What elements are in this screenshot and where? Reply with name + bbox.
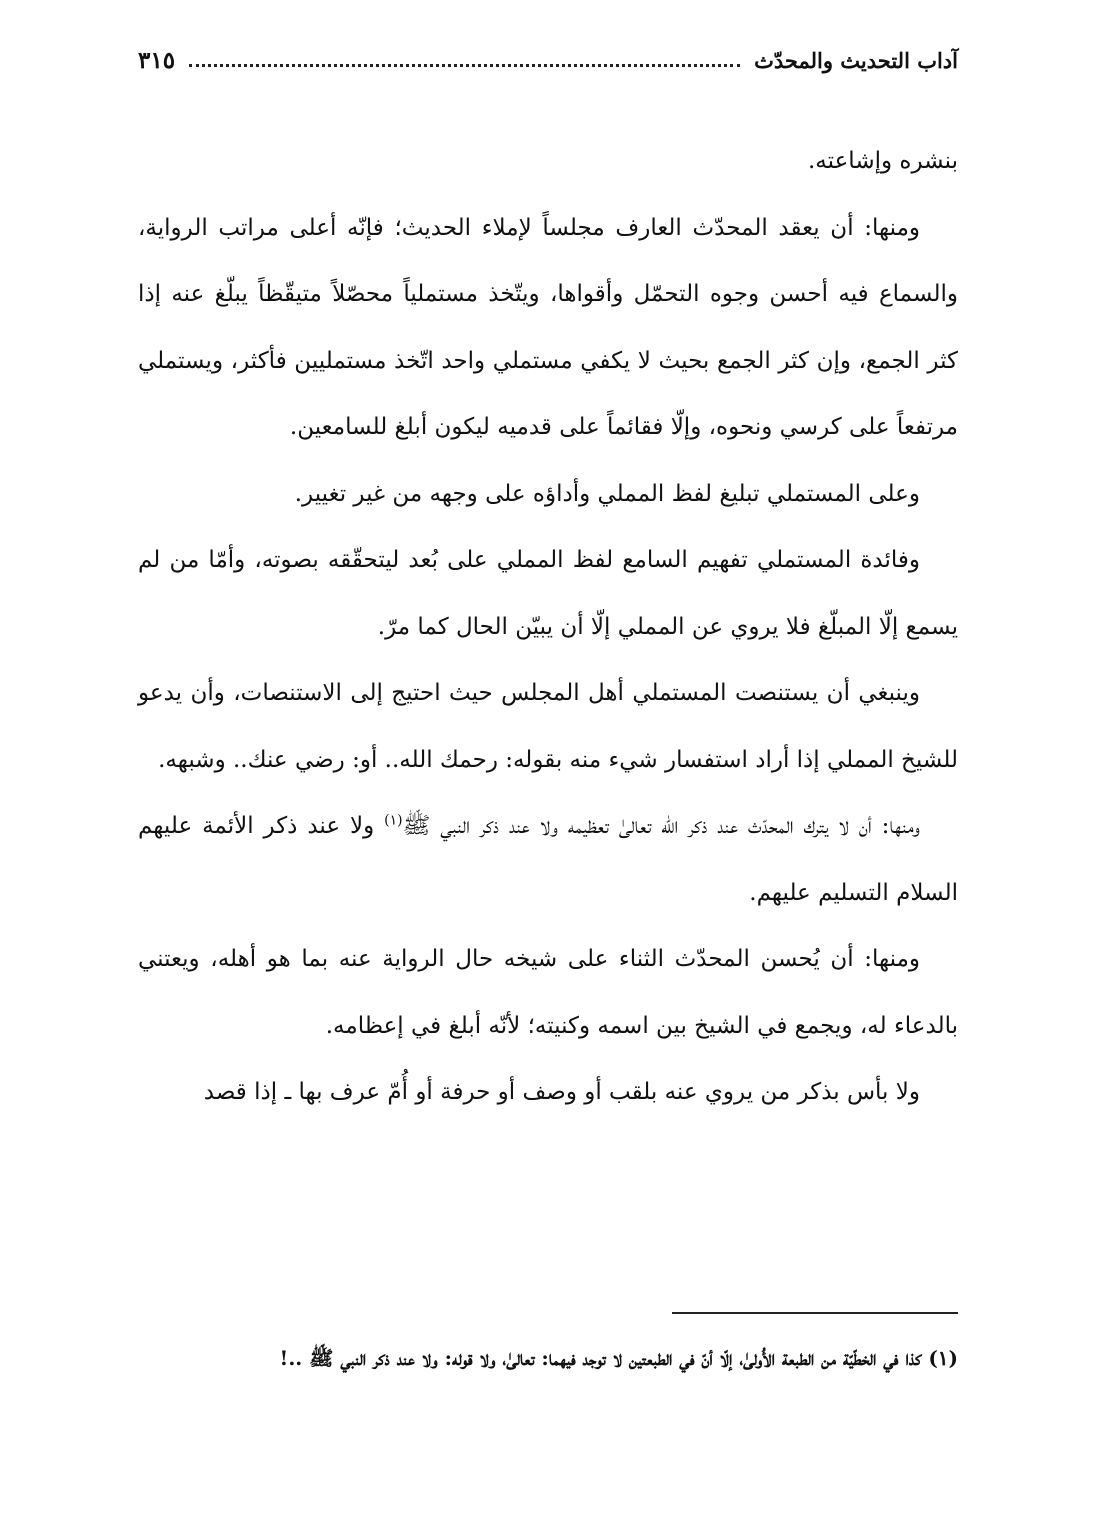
- main-text: [138, 128, 958, 1126]
- running-title: آداب التحديث والمحدّث: [754, 47, 958, 73]
- paragraph: ومنها: أن يُحسن المحدّث الثناء على شيخه حال الرواية عنه بما هو أهله، ويعتني بالدعاء له، ويجمع في الشيخ بين اسمه وكنيته؛ لأنّه أبلغ في إعظامه.: [138, 946, 958, 1039]
- paragraph: وعلى المستملي تبليغ لفظ المملي وأداؤه على وجهه من غير تغيير.: [294, 480, 920, 507]
- paragraph: بنشره وإشاعته.: [808, 148, 958, 174]
- footnote-reference[interactable]: (١): [384, 812, 403, 829]
- paragraph: ولا بأس بذكر من يروي عنه بلقب أو وصف أو حرفة أو أُمّ عرف بها ـ إذا قصد: [203, 1079, 920, 1105]
- paragraph: وينبغي أن يستنصت المستملي أهل المجلس حيث احتيج إلى الاستنصات، وأن يدعو للشيخ المملي إذا أراد استفسار شيء منه بقوله: رحمك الله.. أو: رضي عنك.. وشبهه.: [138, 680, 958, 773]
- paragraph: وفائدة المستملي تفهيم السامع لفظ المملي على بُعد ليتحقّقه بصوته، وأمّا من لم يسمع إلّا المبلّغ فلا يروي عن المملي إلّا أن يبيّن الحال كما مرّ.: [138, 547, 958, 640]
- running-header: [138, 40, 958, 80]
- footnote-text: (١) كذا في الخطّيّة من الطبعة الأُولىٰ، إلّا أنّ في الطبعتين لا توجد فيهما: تعالىٰ، ولا قوله: ولا عند ذكر النبي ﷺ ..!: [279, 1346, 958, 1370]
- footnote-separator: [672, 1312, 958, 1314]
- footnote: [138, 1336, 958, 1380]
- header-dotted-leader: [189, 64, 740, 67]
- paragraph-text-continued: ولا عند ذكر الأئمة عليهم السلام التسليم عليهم.: [138, 813, 958, 906]
- paragraph: ومنها: أن يعقد المحدّث العارف مجلساً لإملاء الحديث؛ فإنّه أعلى مراتب الرواية، والسماع فيه أحسن وجوه التحمّل وأقواها، ويتّخذ مستملياً محصّلاً متيقّظاً يبلّغ عنه إذا كثر الجمع، وإن كثر الجمع بحيث لا يكفي مستملي واحد اتّخذ مستمليين فأكثر، ويستملي مرتفعاً على كرسي ونحوه، وإلّا فقائماً على قدميه ليكون أبلغ للسامعين.: [138, 214, 958, 440]
- paragraph: [138, 793, 958, 926]
- page-number: ٣١٥: [138, 46, 176, 74]
- paragraph-text: ومنها: أن لا يترك المحدّث عند ذكر الله تعالىٰ تعظيمه ولا عند ذكر النبي ﷺ: [402, 813, 920, 839]
